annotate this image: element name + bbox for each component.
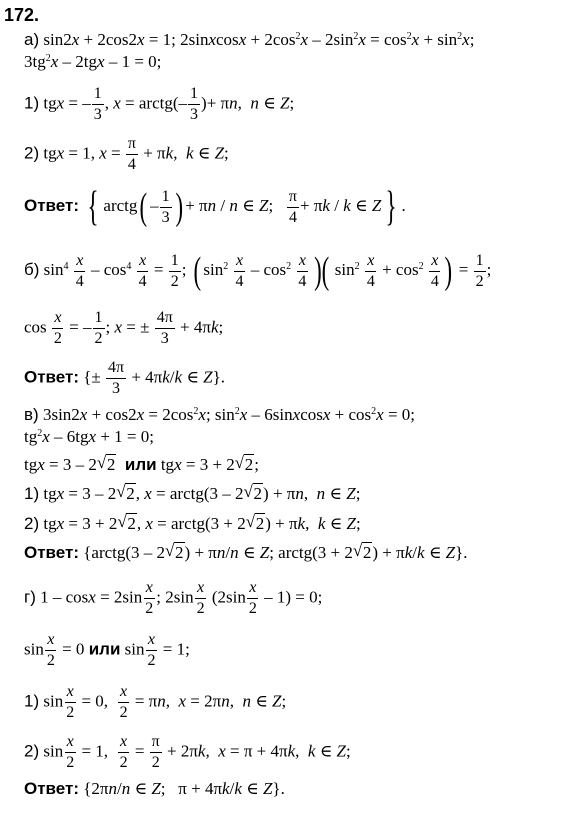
part-v-case2: 2) tgx = 3 + 2√ 2, x = arctg(3 + 2√ 2) + πk, k ∈ Z; [24, 515, 361, 532]
part-g-line2: sin $\frac{x}{2}$ = 0 или sin $\frac{x}{2}$ = 1; [24, 631, 190, 669]
answer-label: Ответ: [24, 195, 79, 215]
part-a-label: а) [24, 30, 40, 49]
part-a-case1: 1) tgx = – $\frac{1}{3}$ , x = arctg(– $\frac{1}{3}$ )+ πn, n ∈ Z; [24, 85, 295, 123]
part-v-line2: $tg^2x - 6tgx + 1 = 0$; [24, 427, 154, 446]
part-g-case1: 1) sin $\frac{x}{2}$ = 0, $\frac{x}{2}$ = πn, x = 2πn, n ∈ Z; [24, 683, 287, 721]
part-a-line2: $3tg^2x - 2tgx - 1 = 0$; [24, 52, 162, 71]
part-b-line2: cos $\frac{x}{2}$ = – $\frac{1}{2}$ ; x = ± $\frac{4\pi}{3}$ + 4πk; [24, 309, 224, 347]
answer-label: Ответ: [24, 779, 79, 798]
part-v-line3: tgx = 3 – 2√ 2 или tgx = 3 + 2√ 2; [24, 456, 259, 473]
part-g-case2: 2) sin $\frac{x}{2}$ = 1, $\frac{x}{2}$ = $\frac{\pi}{2}$ + 2πk, x = π + 4πk, k ∈ Z; [24, 733, 351, 771]
part-a-case2: 2) tgx = 1, x = $\frac{\pi}{4}$ + πk, k ∈ Z; [24, 135, 229, 173]
part-b-label: б) [24, 259, 40, 279]
part-v-answer: Ответ: {arctg(3 – 2√ 2) + πn/n ∈ Z; arctg(3 + 2√ 2) + πk/k ∈ Z}. [24, 544, 468, 561]
answer-label: Ответ: [24, 367, 79, 387]
part-g-answer: Ответ: {2πn/n ∈ Z; π + 4πk/k ∈ Z}. [24, 779, 285, 798]
problem-number: 172. [4, 5, 40, 25]
part-b-line1: б) $\sin^4$ $\frac{x}{4}$ – $\cos^4$ $\frac{x}{4}$ = $\frac{1}{2}$ ; ( $\sin^2$ $\frac{x}{4}$ – $\cos^2$ $\frac{x}{4}$ )( $\sin^2$ $\frac{x}{4}$ + $\cos^2$ $\frac{x}{4}$ ) = $\frac{1}{2}$ ; [24, 250, 492, 292]
part-v-label: в) [24, 405, 39, 424]
part-g-line1: г) 1 – cosx = 2sin $\frac{x}{2}$ ; 2sin $\frac{x}{2}$ (2sin $\frac{x}{2}$ – 1) = 0; [24, 579, 323, 617]
part-v-case1: 1) tgx = 3 – 2√ 2, x = arctg(3 – 2√ 2) + πn, n ∈ Z; [24, 485, 360, 502]
part-a-answer: Ответ: { arctg( – $\frac{1}{3}$ ) + πn / n ∈ Z; $\frac{\pi}{4}$ + πk / k ∈ Z } . [24, 184, 406, 230]
answer-label: Ответ: [24, 543, 79, 562]
part-g-label: г) [24, 587, 36, 607]
part-b-answer: Ответ: {± $\frac{4\pi}{3}$ + 4πk/k ∈ Z}. [24, 359, 226, 397]
part-a-line1: а) sin2x + 2cos2x = 1; 2sinxcosx + $2\cos^2x - 2\sin^2x = \cos^2x + \sin^2x$; [24, 30, 475, 49]
part-v-line1: в) $3\sin 2x + \cos 2x = 2\cos^2x$; $\sin^2x$ – 6sinxcosx + $\cos^2x = 0$; [24, 405, 416, 424]
or-connector: или [124, 455, 157, 474]
